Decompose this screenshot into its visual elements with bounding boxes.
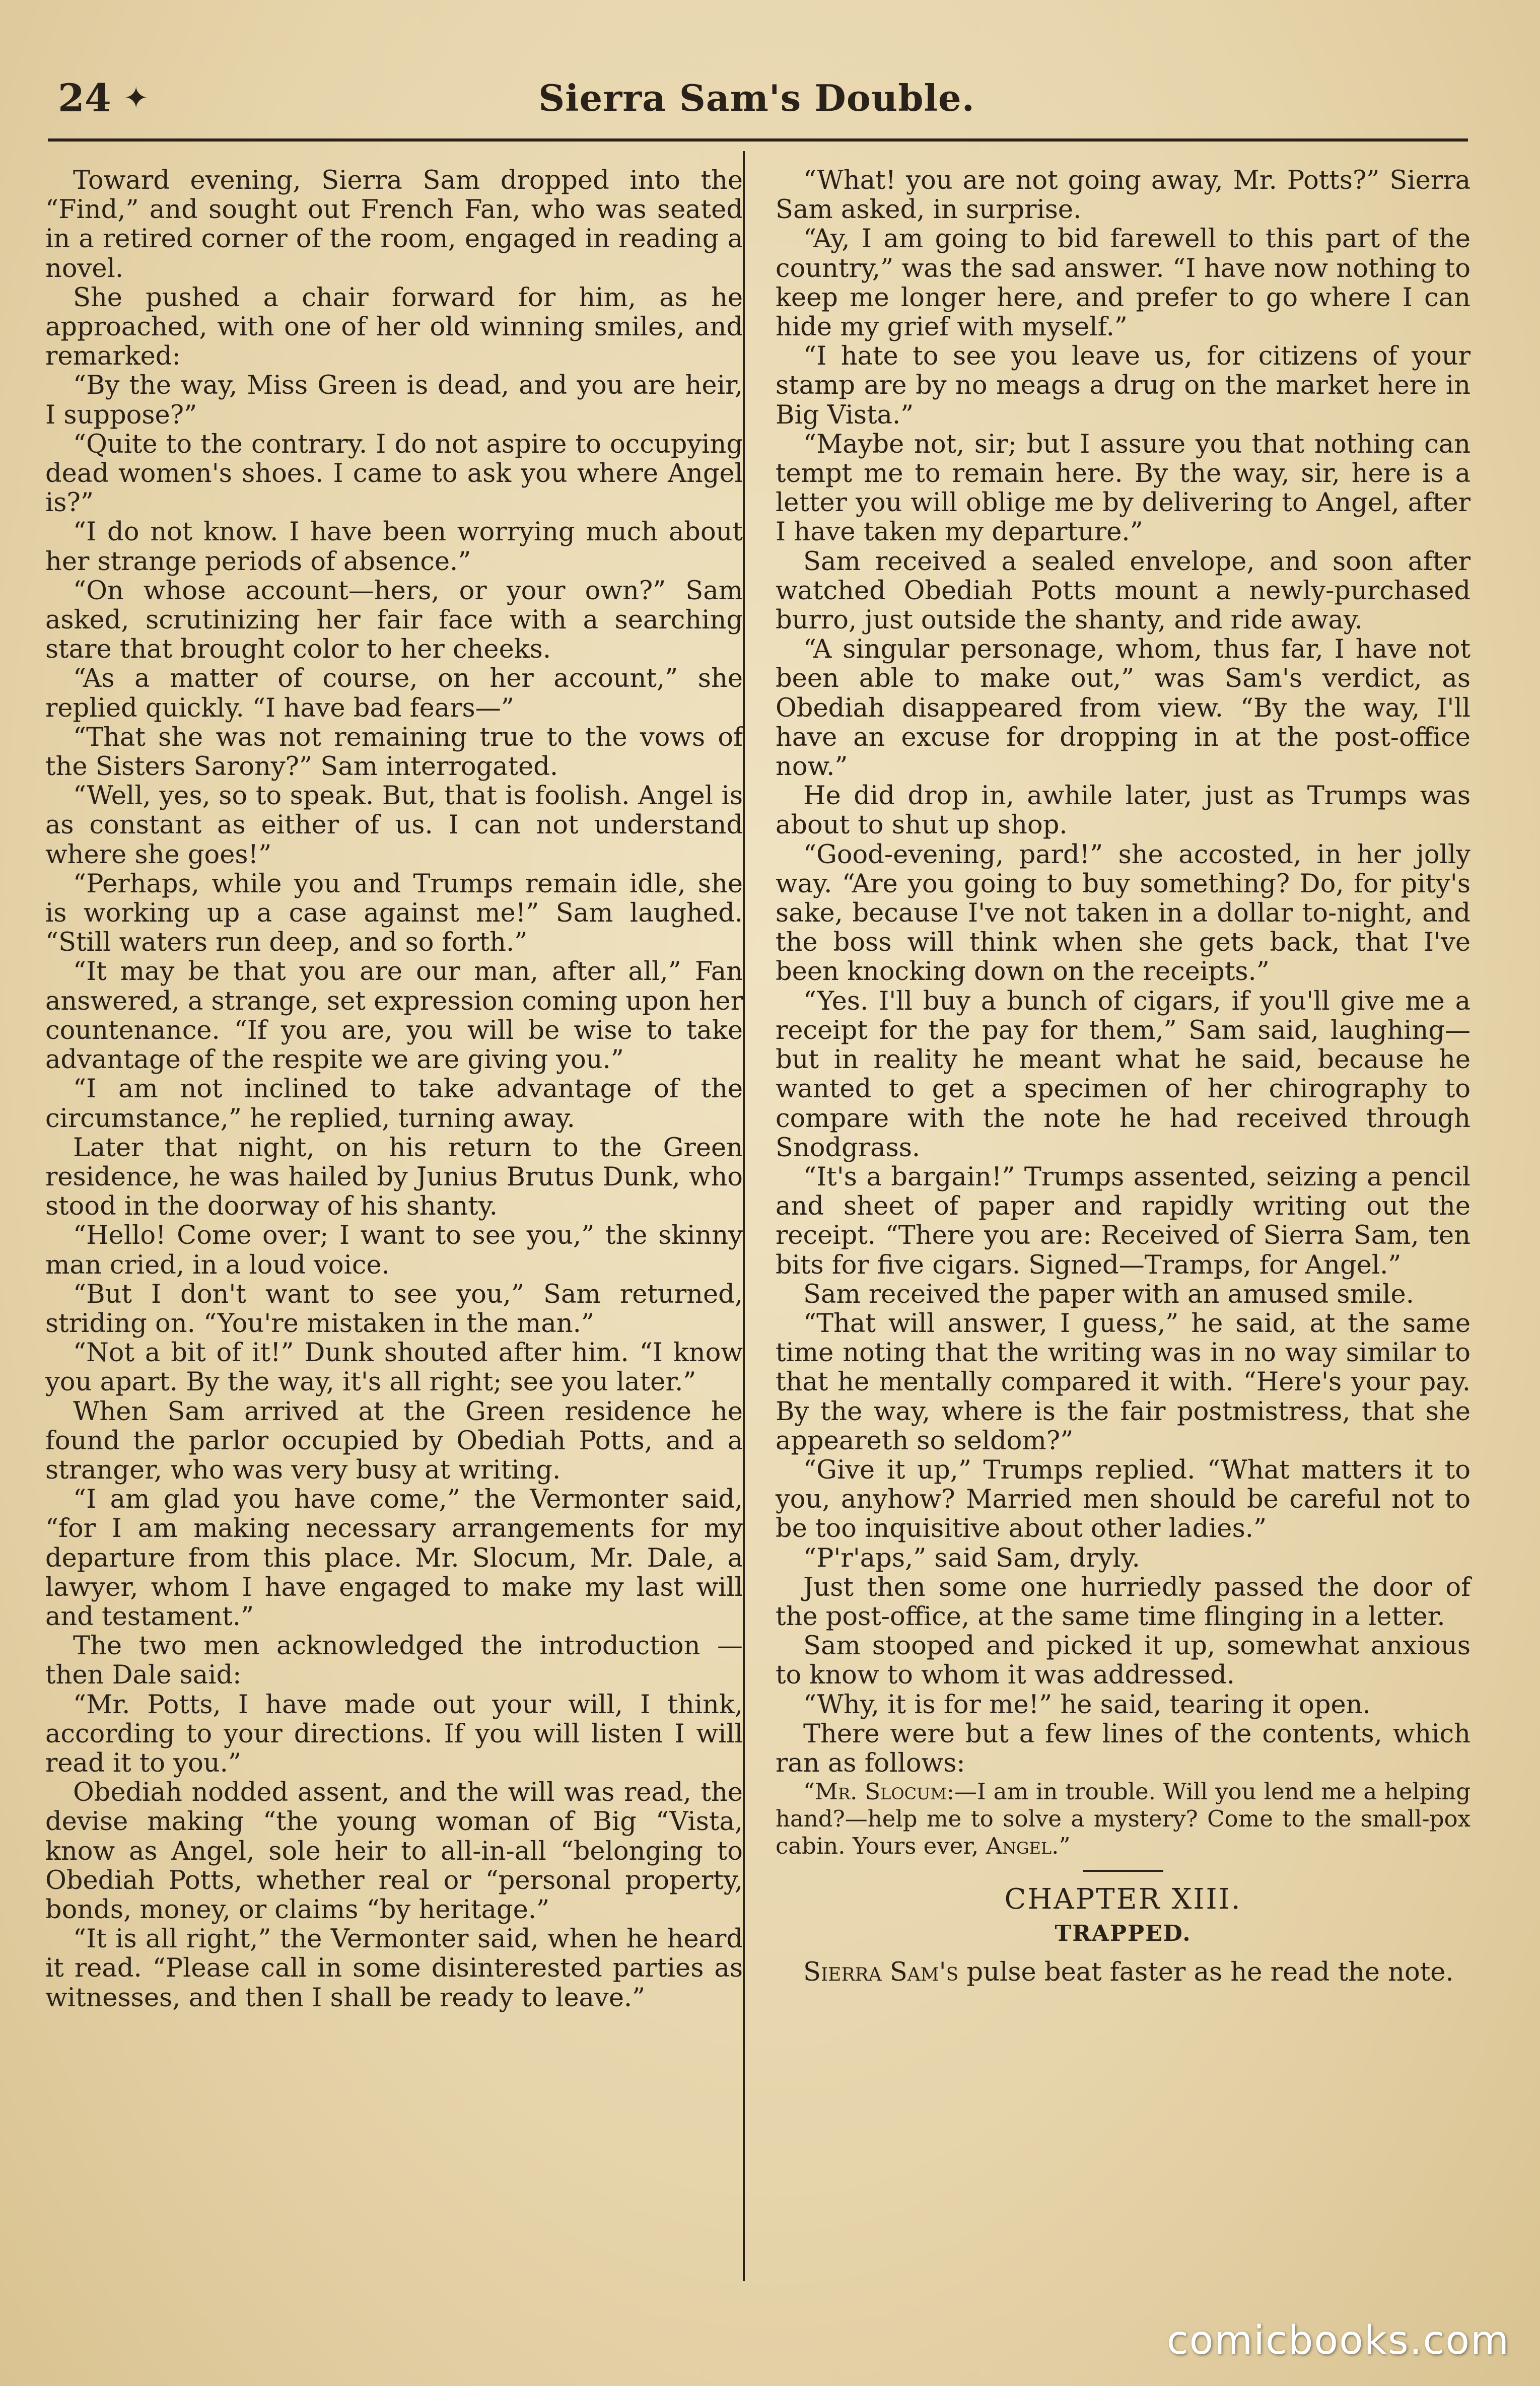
chapter-heading: CHAPTER XIII. xyxy=(1004,1883,1242,1916)
header-rule xyxy=(48,138,1468,142)
paragraph: “It is all right,” the Vermonter said, when he heard it read. “Please call in some disinterested parties as witnesses, and then I shall be ready to leave.” xyxy=(45,1924,743,2013)
page-header xyxy=(48,76,1465,131)
paragraph: The two men acknowledged the introduction —then Dale said: xyxy=(45,1631,743,1691)
paragraph: Sam received the paper with an amused smile. xyxy=(803,1279,1414,1309)
paragraph: “A singular personage, whom, thus far, I have not been able to make out,” was Sam's verdict, as Obediah disappeared from view. “By the way, I'll have an excuse for dropping in at the post-office now.” xyxy=(776,635,1471,782)
page-number: 24 xyxy=(58,76,111,120)
paragraph: “Well, yes, so to speak. But, that is foolish. Angel is as constant as either of us. I can not understand where she goes!” xyxy=(45,781,743,870)
paragraph: “Quite to the contrary. I do not aspire to occupying dead women's shoes. I came to ask you where Angel is?” xyxy=(45,429,743,518)
paragraph: “Ay, I am going to bid farewell to this part of the country,” was the sad answer. “I have now nothing to keep me longer here, and prefer to go where I can hide my grief with myself.” xyxy=(776,224,1471,342)
paragraph: “Give it up,” Trumps replied. “What matters it to you, anyhow? Married men should be careful not to be too inquisitive about other ladies.” xyxy=(776,1455,1471,1544)
chapter-rule xyxy=(1083,1870,1163,1872)
chapter-lead-words: Sierra Sam's xyxy=(803,1957,959,1987)
ornament-icon: ✦ xyxy=(123,81,149,116)
paragraph: “Hello! Come over; I want to see you,” the skinny man cried, in a loud voice. xyxy=(45,1221,743,1280)
paragraph: “P'r'aps,” said Sam, dryly. xyxy=(803,1543,1140,1573)
chapter-first-line: pulse beat faster as he read the note. xyxy=(958,1957,1454,1987)
paragraph: She pushed a chair forward for him, as he approached, with one of her old winning smiles, and remarked: xyxy=(45,283,743,372)
left-column xyxy=(45,166,743,2013)
paragraph: “On whose account—hers, or your own?” Sam asked, scrutinizing her fair face with a searching stare that brought color to her cheeks. xyxy=(45,576,743,665)
watermark-logo: comicbooks.com xyxy=(1166,2318,1510,2363)
paragraph: “Maybe not, sir; but I assure you that nothing can tempt me to remain here. By the way, sir, here is a letter you will oblige me by delivering to Angel, after I have taken my departure.” xyxy=(776,429,1471,547)
paragraph: When Sam arrived at the Green residence he found the parlor occupied by Obediah Potts, and a stranger, who was very busy at writing. xyxy=(45,1396,743,1485)
paragraph: “I hate to see you leave us, for citizens of your stamp are by no meags a drug on the market here in Big Vista.” xyxy=(776,341,1471,430)
paragraph: “I do not know. I have been worrying much about her strange periods of absence.” xyxy=(45,517,743,577)
paragraph: “I am glad you have come,” the Vermonter said, “for I am making necessary arrangements for my departure from this place. Mr. Slocum, Mr. Dale, a lawyer, whom I have engaged to make my last will and testament.” xyxy=(45,1485,743,1632)
running-title: Sierra Sam's Double. xyxy=(538,77,975,119)
paragraph: “As a matter of course, on her account,” she replied quickly. “I have bad fears—” xyxy=(45,664,743,723)
paragraph: “Not a bit of it!” Dunk shouted after him. “I know you apart. By the way, it's all right; see you later.” xyxy=(45,1338,743,1397)
paragraph: “Perhaps, while you and Trumps remain idle, she is working up a case against me!” Sam laughed. “Still waters run deep, and so forth.” xyxy=(45,869,743,958)
paragraph: “Mr. Potts, I have made out your will, I think, according to your directions. If you will listen I will read it to you.” xyxy=(45,1690,743,1778)
paragraph: “I am not inclined to take advantage of the circumstance,” he replied, turning away. xyxy=(45,1074,743,1134)
paragraph: Obediah nodded assent, and the will was read, the devise making “the young woman of Big “Vista, know as Angel, sole heir to all-in-all “belonging to Obediah Potts, whether real or “personal property, bonds, money, or claims “by heritage.” xyxy=(45,1778,743,1925)
letter-signature: Angel.” xyxy=(986,1833,1071,1860)
paragraph: Just then some one hurriedly passed the door of the post-office, at the same time flinging in a letter. xyxy=(776,1572,1471,1632)
paragraph: “That will answer, I guess,” he said, at the same time noting that the writing was in no way similar to that he mentally compared it with. “Here's your pay. By the way, where is the fair postmistress, that she appeareth so seldom?” xyxy=(776,1308,1471,1456)
right-column xyxy=(776,166,1471,1987)
paragraph: “It may be that you are our man, after all,” Fan answered, a strange, set expression coming upon her countenance. “If you are, you will be wise to take advantage of the respite we are giving you.” xyxy=(45,957,743,1075)
paragraph: Later that night, on his return to the Green residence, he was hailed by Junius Brutus Dunk, who stood in the doorway of his shanty. xyxy=(45,1133,743,1222)
paragraph: Sam stooped and picked it up, somewhat anxious to know to whom it was addressed. xyxy=(776,1631,1471,1691)
paragraph: Toward evening, Sierra Sam dropped into the “Find,” and sought out French Fan, who was seated in a retired corner of the room, engaged in reading a novel. xyxy=(45,166,743,284)
paragraph: “That she was not remaining true to the vows of the Sisters Sarony?” Sam interrogated. xyxy=(45,722,743,782)
letter-salutation: “Mr. Slocum: xyxy=(803,1778,955,1805)
chapter-subtitle: TRAPPED. xyxy=(1055,1921,1192,1947)
letter-body: —I am in trouble. Will you lend me a helping hand?—help me to solve a mystery? Come to the small-pox cabin. Yours ever, xyxy=(776,1778,1471,1860)
paragraph: “Yes. I'll buy a bunch of cigars, if you'll give me a receipt for the pay for them,” Sam said, laughing—but in reality he meant what he said, because he wanted to get a specimen of her chirography to compare with the note he had received through Snodgrass. xyxy=(776,986,1471,1163)
paragraph: “What! you are not going away, Mr. Potts?” Sierra Sam asked, in surprise. xyxy=(776,166,1471,225)
paragraph: “It's a bargain!” Trumps assented, seizing a pencil and sheet of paper and rapidly writing out the receipt. “There you are: Received of Sierra Sam, ten bits for five cigars. Signed—Tramps, for Angel.” xyxy=(776,1162,1471,1280)
paragraph: “Good-evening, pard!” she accosted, in her jolly way. “Are you going to buy something? Do, for pity's sake, because I've not taken in a dollar to-night, and the boss will think when she gets back, that I've been knocking down on the receipts.” xyxy=(776,839,1471,987)
chapter-first-paragraph xyxy=(776,1958,1471,1987)
paragraph: “Why, it is for me!” he said, tearing it open. xyxy=(803,1690,1371,1720)
paragraph: There were but a few lines of the contents, which ran as follows: xyxy=(776,1719,1471,1778)
letter-text xyxy=(776,1778,1471,1860)
paragraph: Sam received a sealed envelope, and soon after watched Obediah Potts mount a newly-purchased burro, just outside the shanty, and ride away. xyxy=(776,546,1471,636)
paragraph: He did drop in, awhile later, just as Trumps was about to shut up shop. xyxy=(776,781,1471,840)
paragraph: “But I don't want to see you,” Sam returned, striding on. “You're mistaken in the man.” xyxy=(45,1279,743,1339)
column-divider xyxy=(743,151,745,2281)
paragraph: “By the way, Miss Green is dead, and you are heir, I suppose?” xyxy=(45,371,743,430)
